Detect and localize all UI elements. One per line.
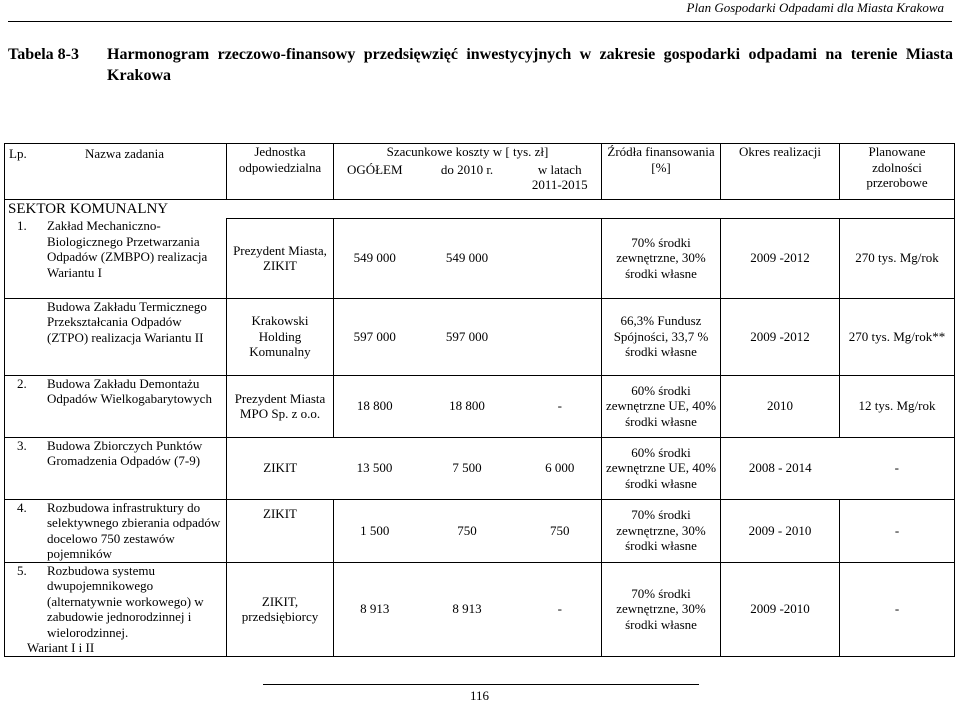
table-row bbox=[5, 499, 955, 562]
cost-total: 597 000 bbox=[334, 298, 416, 375]
funding-sources: 70% środki zewnętrzne, 30% środki własne bbox=[602, 562, 721, 656]
responsible-unit: Prezydent Miasta MPO Sp. z o.o. bbox=[227, 375, 334, 437]
row-lp: 5. bbox=[17, 562, 27, 578]
realization-period: 2009 -2012 bbox=[721, 298, 840, 375]
responsible-unit: Prezydent Miasta, ZIKIT bbox=[227, 218, 334, 298]
header-lp: Lp. bbox=[9, 146, 27, 161]
responsible-unit: ZIKIT bbox=[227, 437, 334, 499]
task-name-cell bbox=[5, 499, 227, 562]
cost-to2010: 597 000 bbox=[416, 298, 519, 375]
header-row-1 bbox=[5, 144, 955, 162]
task-name-suffix: Wariant I i II bbox=[27, 640, 95, 655]
cost-to2010: 549 000 bbox=[416, 218, 519, 298]
header-period: Okres realizacji bbox=[721, 144, 840, 200]
header-total: OGÓŁEM bbox=[334, 162, 416, 200]
header-years: w latach 2011-2015 bbox=[519, 162, 602, 200]
table-title: Harmonogram rzeczowo-finansowy przedsięwzięć inwestycyjnych w zakresie gospodarki odpadami na terenie Miasta Krakowa bbox=[107, 46, 953, 84]
processing-capacity: - bbox=[840, 562, 955, 656]
header-unit: Jednostka odpowiedzialna bbox=[227, 144, 334, 200]
running-header: Plan Gospodarki Odpadami dla Miasta Krakowa bbox=[686, 0, 944, 15]
header-name: Nazwa zadania bbox=[85, 146, 165, 161]
processing-capacity: 270 tys. Mg/rok** bbox=[840, 298, 955, 375]
sector-label: SEKTOR KOMUNALNY bbox=[5, 200, 955, 219]
table-number: Tabela 8-3 bbox=[8, 46, 79, 63]
cost-to2010: 750 bbox=[416, 499, 519, 562]
cost-total: 13 500 bbox=[334, 437, 416, 499]
row-lp: 4. bbox=[17, 499, 27, 515]
table-row bbox=[5, 437, 955, 499]
cost-total: 18 800 bbox=[334, 375, 416, 437]
realization-period: 2008 - 2014 bbox=[721, 437, 840, 499]
cost-years: 750 bbox=[519, 499, 602, 562]
task-name-cell bbox=[5, 375, 227, 437]
cost-years: 6 000 bbox=[519, 437, 602, 499]
cost-to2010: 8 913 bbox=[416, 562, 519, 656]
realization-period: 2009 -2010 bbox=[721, 562, 840, 656]
row-lp: 2. bbox=[17, 375, 27, 391]
cost-total: 8 913 bbox=[334, 562, 416, 656]
cost-to2010: 7 500 bbox=[416, 437, 519, 499]
task-name-cell bbox=[5, 218, 227, 298]
funding-sources: 70% środki zewnętrzne, 30% środki własne bbox=[602, 499, 721, 562]
processing-capacity: - bbox=[840, 499, 955, 562]
cost-years bbox=[519, 218, 602, 298]
responsible-unit: ZIKIT bbox=[227, 499, 334, 562]
cost-total: 549 000 bbox=[334, 218, 416, 298]
task-name: Budowa Zbiorczych Punktów Gromadzenia Odpadów (7-9) bbox=[47, 437, 203, 468]
table-row bbox=[5, 375, 955, 437]
processing-capacity: 270 tys. Mg/rok bbox=[840, 218, 955, 298]
sector-row bbox=[5, 200, 955, 219]
header-costs: Szacunkowe koszty w [ tys. zł] bbox=[334, 144, 602, 162]
task-name: Zakład Mechaniczno-Biologicznego Przetwarzania Odpadów (ZMBPO) realizacja Wariantu I bbox=[47, 218, 208, 280]
responsible-unit: ZIKIT, przedsiębiorcy bbox=[227, 562, 334, 656]
schedule-table bbox=[4, 143, 955, 657]
table-row bbox=[5, 298, 955, 375]
realization-period: 2010 bbox=[721, 375, 840, 437]
processing-capacity: - bbox=[840, 437, 955, 499]
task-name: Rozbudowa systemu dwupojemnikowego (alternatywnie workowego) w zabudowie jednorodzinnej i wielorodzinnej. bbox=[47, 562, 204, 640]
processing-capacity: 12 tys. Mg/rok bbox=[840, 375, 955, 437]
cost-to2010: 18 800 bbox=[416, 375, 519, 437]
table-row bbox=[5, 218, 955, 298]
realization-period: 2009 -2012 bbox=[721, 218, 840, 298]
cost-years bbox=[519, 298, 602, 375]
funding-sources: 60% środki zewnętrzne UE, 40% środki własne bbox=[602, 437, 721, 499]
row-lp: 3. bbox=[17, 437, 27, 453]
header-lp-name bbox=[5, 144, 227, 200]
task-name: Budowa Zakładu Demontażu Odpadów Wielkogabarytowych bbox=[47, 375, 212, 406]
funding-sources: 60% środki zewnętrzne UE, 40% środki własne bbox=[602, 375, 721, 437]
task-name-cell bbox=[5, 298, 227, 375]
cost-years: - bbox=[519, 562, 602, 656]
cost-total: 1 500 bbox=[334, 499, 416, 562]
responsible-unit: Krakowski Holding Komunalny bbox=[227, 298, 334, 375]
realization-period: 2009 - 2010 bbox=[721, 499, 840, 562]
task-name: Rozbudowa infrastruktury do selektywnego zbierania odpadów docelowo 750 zestawów pojemników bbox=[47, 499, 221, 561]
task-name: Budowa Zakładu Termicznego Przekształcania Odpadów (ZTPO) realizacja Wariantu II bbox=[47, 298, 207, 345]
header-sources: Źródła finansowania [%] bbox=[602, 144, 721, 200]
funding-sources: 66,3% Fundusz Spójności, 33,7 % środki własne bbox=[602, 298, 721, 375]
page-number: 116 bbox=[470, 688, 490, 703]
header-to2010: do 2010 r. bbox=[416, 162, 519, 200]
header-rule bbox=[8, 21, 952, 22]
cost-years: - bbox=[519, 375, 602, 437]
row-lp: 1. bbox=[17, 218, 27, 233]
header-capacity: Planowane zdolności przerobowe bbox=[840, 144, 955, 200]
footer-rule bbox=[263, 684, 699, 685]
task-name-cell bbox=[5, 562, 227, 656]
task-name-cell bbox=[5, 437, 227, 499]
funding-sources: 70% środki zewnętrzne, 30% środki własne bbox=[602, 218, 721, 298]
table-row bbox=[5, 562, 955, 656]
